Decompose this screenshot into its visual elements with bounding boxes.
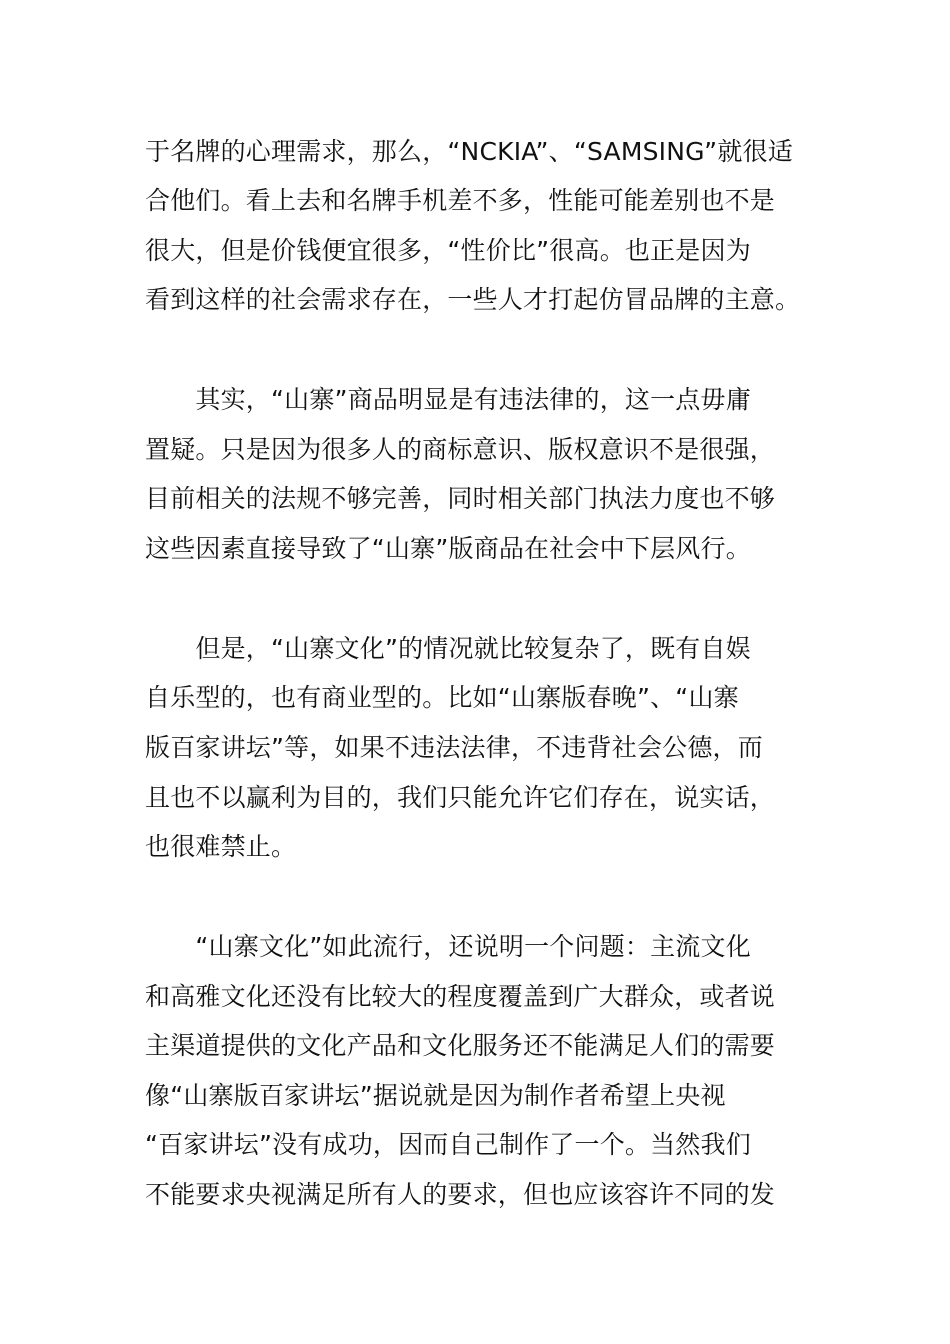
text-line: 但是，“山寨文化”的情况就比较复杂了，既有自娱: [145, 634, 751, 663]
text-line: 主渠道提供的文化产品和文化服务还不能满足人们的需要: [145, 1031, 776, 1060]
text-line: 合他们。看上去和名牌手机差不多，性能可能差别也不是: [145, 186, 776, 215]
text-line: 版百家讲坛”等，如果不违法法律，不违背社会公德，而: [145, 733, 763, 762]
text-line: 其实，“山寨”商品明显是有违法律的，这一点毋庸: [145, 385, 751, 414]
text-line: “百家讲坛”没有成功，因而自己制作了一个。当然我们: [145, 1130, 751, 1159]
text-line: 也很难禁止。: [145, 832, 297, 861]
text-line: 很大，但是价钱便宜很多，“性价比”很高。也正是因为: [145, 236, 751, 265]
text-line: 于名牌的心理需求，那么，“NCKIA”、“SAMSING”就很适: [145, 137, 793, 166]
text-line: 不能要求央视满足所有人的要求，但也应该容许不同的发: [145, 1180, 776, 1209]
text-line: 这些因素直接导致了“山寨”版商品在社会中下层风行。: [145, 534, 751, 563]
text-line: 目前相关的法规不够完善，同时相关部门执法力度也不够: [145, 484, 776, 513]
text-line: “山寨文化”如此流行，还说明一个问题：主流文化: [145, 932, 751, 961]
text-line: 置疑。只是因为很多人的商标意识、版权意识不是很强，: [145, 435, 776, 464]
text-line: 和高雅文化还没有比较大的程度覆盖到广大群众，或者说: [145, 982, 776, 1011]
text-line: 自乐型的，也有商业型的。比如“山寨版春晚”、“山寨: [145, 683, 739, 712]
text-line: 且也不以赢利为目的，我们只能允许它们存在，说实话，: [145, 783, 776, 812]
text-line: 看到这样的社会需求存在，一些人才打起仿冒品牌的主意。: [145, 285, 801, 314]
text-line: 像“山寨版百家讲坛”据说就是因为制作者希望上央视: [145, 1081, 726, 1110]
